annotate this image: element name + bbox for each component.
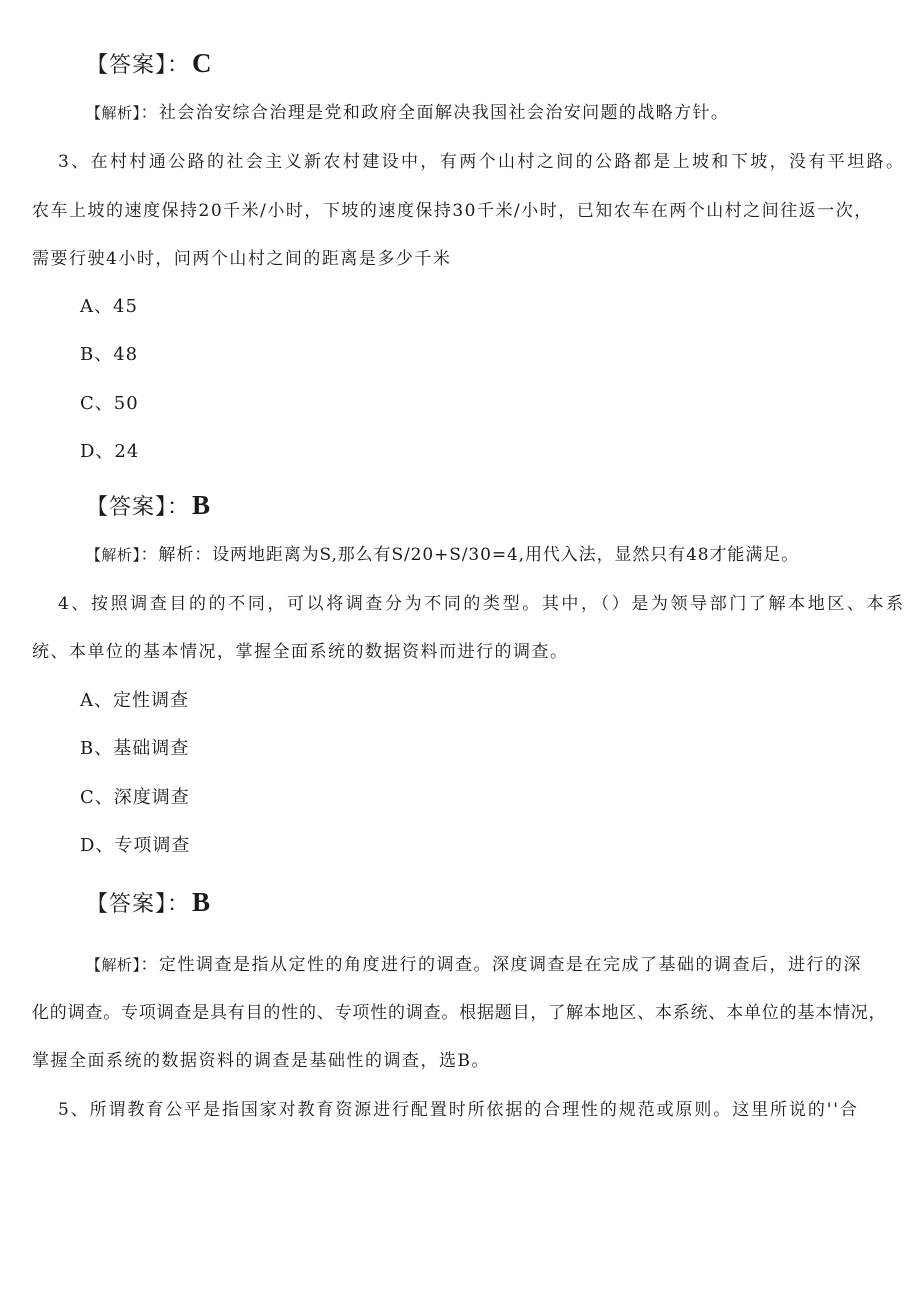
analysis-separator: ： — [140, 103, 159, 123]
question-4-option-a: A、定性调查 — [80, 690, 189, 711]
analysis-text: 社会治安综合治理是党和政府全面解决我国社会治安问题的战略方针。 — [158, 103, 730, 123]
question-3-line-2: 农车上坡的速度保持20千米/小时，下坡的速度保持30千米/小时，已知农车在两个山村之间往返一次， — [32, 201, 873, 221]
analysis-2 — [86, 543, 799, 567]
question-3-option-b: B、48 — [80, 344, 139, 365]
answer-label: 【答案】 — [86, 495, 168, 520]
question-3-line-3: 需要行驶4小时，问两个山村之间的距离是多少千米 — [32, 249, 452, 269]
answer-separator: ： — [167, 495, 191, 520]
answer-label: 【答案】 — [86, 53, 168, 78]
analysis-label: 【解析】 — [86, 956, 141, 974]
answer-3 — [86, 887, 211, 920]
analysis-separator: ： — [140, 955, 160, 975]
question-3-option-a: A、45 — [80, 296, 138, 317]
question-4-option-d: D、专项调查 — [80, 835, 191, 856]
question-3-option-d: D、24 — [80, 441, 140, 462]
question-3-line-1: 3、在村村通公路的社会主义新农村建设中，有两个山村之间的公路都是上坡和下坡，没有平坦路。 — [58, 152, 906, 172]
question-4-line-2: 统、本单位的基本情况，掌握全面系统的数据资料而进行的调查。 — [32, 642, 569, 662]
analysis-separator: ： — [140, 545, 159, 565]
answer-2 — [86, 490, 211, 523]
answer-letter: B — [192, 887, 212, 917]
answer-separator: ： — [167, 892, 191, 917]
analysis-label: 【解析】 — [86, 104, 141, 122]
question-3-option-c: C、50 — [80, 393, 139, 414]
question-4-option-b: B、基础调查 — [80, 738, 190, 759]
answer-label: 【答案】 — [86, 892, 168, 917]
analysis-text: 解析：设两地距离为S,那么有S/20+S/30=4,用代入法，显然只有48才能满足。 — [158, 545, 800, 565]
analysis-3-line-1 — [86, 953, 862, 977]
question-4-line-1: 4、按照调查目的的不同，可以将调查分为不同的类型。其中，（）是为领导部门了解本地区、本系 — [58, 594, 906, 614]
question-4-option-c: C、深度调查 — [80, 787, 190, 808]
answer-separator: ： — [167, 53, 191, 78]
analysis-3-line-3: 掌握全面系统的数据资料的调查是基础性的调查，选B。 — [32, 1051, 490, 1071]
question-5-line-1: 5、所谓教育公平是指国家对教育资源进行配置时所依据的合理性的规范或原则。这里所说的''合 — [58, 1100, 859, 1120]
analysis-1 — [86, 101, 729, 125]
analysis-label: 【解析】 — [86, 546, 141, 564]
analysis-3-line-2: 化的调查。专项调查是具有目的性的、专项性的调查。根据题目，了解本地区、本系统、本单位的基本情况， — [32, 1003, 887, 1023]
answer-letter: C — [192, 48, 213, 78]
answer-letter: B — [192, 490, 212, 520]
answer-1 — [86, 48, 213, 81]
analysis-text: 定性调查是指从定性的角度进行的调查。深度调查是在完成了基础的调查后，进行的深 — [159, 955, 863, 975]
